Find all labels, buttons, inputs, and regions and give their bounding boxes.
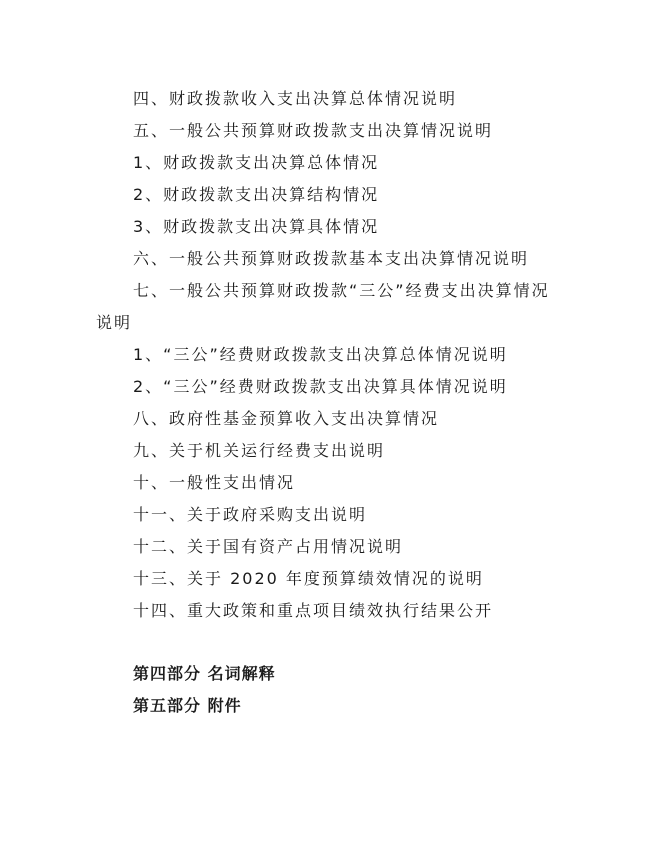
toc-item-4: 四、财政拨款收入支出决算总体情况说明 xyxy=(133,89,458,108)
toc-item-6: 六、一般公共预算财政拨款基本支出决算情况说明 xyxy=(133,249,530,268)
toc-item-14: 十四、重大政策和重点项目绩效执行结果公开 xyxy=(133,601,494,620)
toc-subitem-5-3: 3、财政拨款支出决算具体情况 xyxy=(133,217,380,236)
section-heading-part4: 第四部分 名词解释 xyxy=(133,664,276,683)
toc-item-11: 十一、关于政府采购支出说明 xyxy=(133,505,368,524)
toc-subitem-7-2: 2、“三公”经费财政拨款支出决算具体情况说明 xyxy=(133,377,508,396)
toc-subitem-5-2: 2、财政拨款支出决算结构情况 xyxy=(133,185,380,204)
toc-subitem-5-1: 1、财政拨款支出决算总体情况 xyxy=(133,153,380,172)
toc-item-13: 十三、关于 2020 年度预算绩效情况的说明 xyxy=(133,569,484,588)
toc-item-7: 七、一般公共预算财政拨款“三公”经费支出决算情况说明 xyxy=(96,281,550,332)
toc-item-12: 十二、关于国有资产占用情况说明 xyxy=(133,537,404,556)
toc-item-9: 九、关于机关运行经费支出说明 xyxy=(133,441,386,460)
section-heading-part5: 第五部分 附件 xyxy=(133,696,242,715)
toc-item-5: 五、一般公共预算财政拨款支出决算情况说明 xyxy=(133,121,494,140)
toc-item-10: 十、一般性支出情况 xyxy=(133,473,296,492)
toc-subitem-7-1: 1、“三公”经费财政拨款支出决算总体情况说明 xyxy=(133,345,508,364)
toc-item-8: 八、政府性基金预算收入支出决算情况 xyxy=(133,409,440,428)
